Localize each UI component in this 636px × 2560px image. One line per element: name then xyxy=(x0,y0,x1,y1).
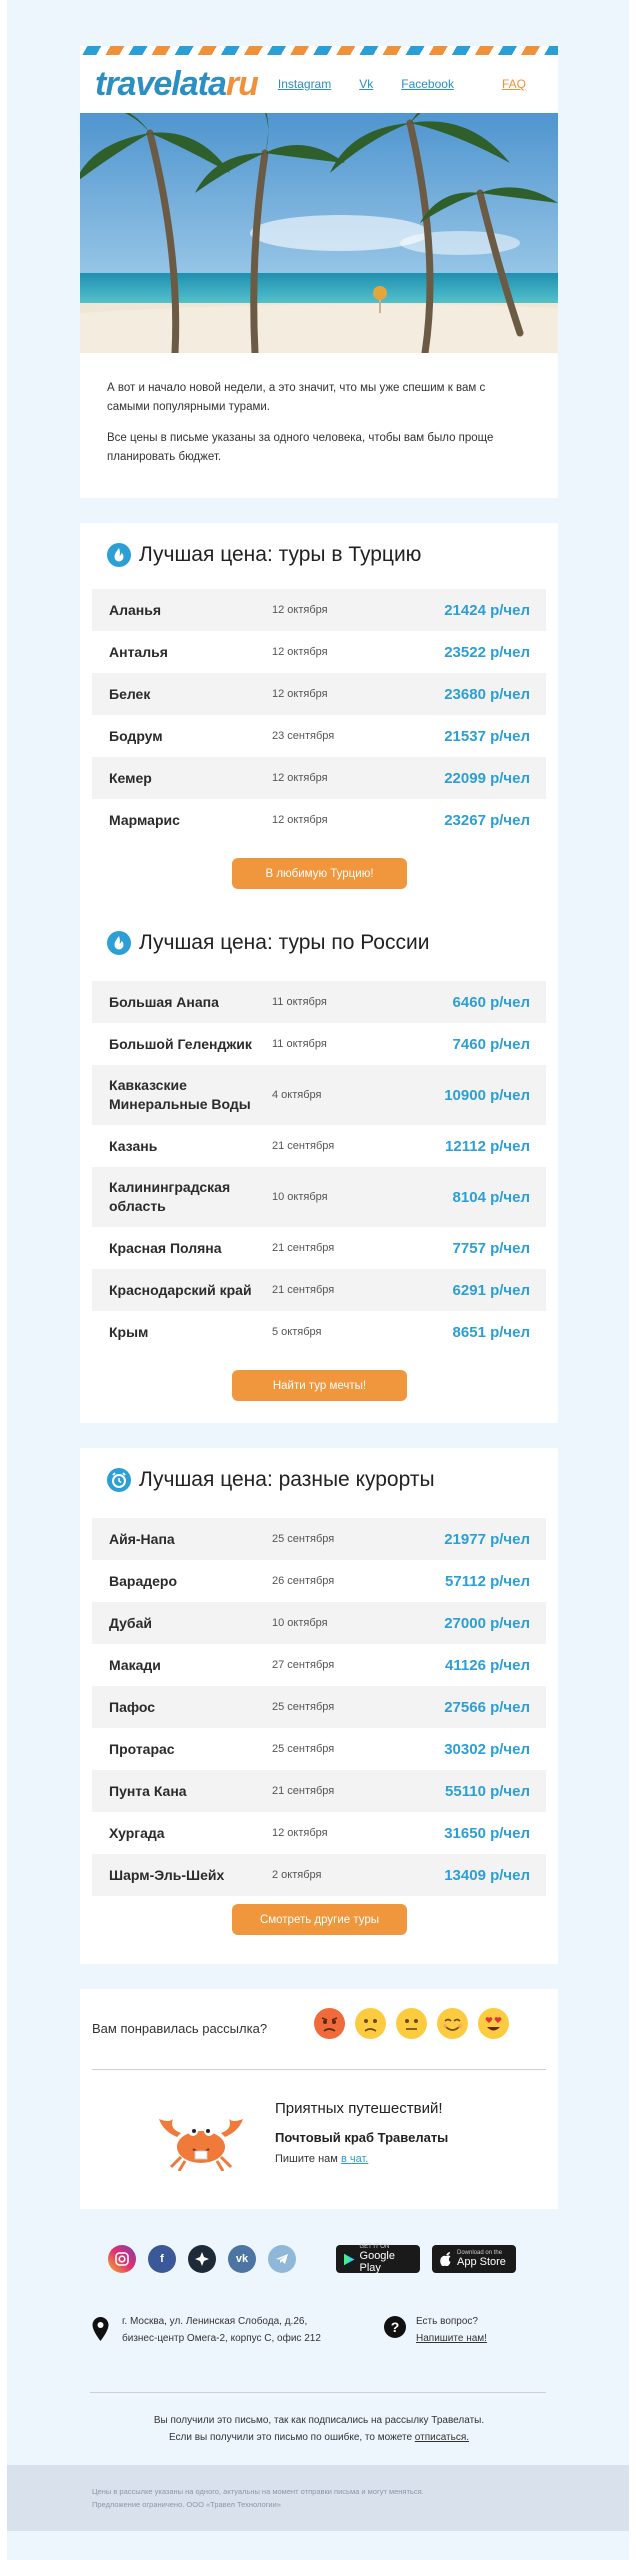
price-per-person: 57112 р/чел xyxy=(445,1572,530,1590)
departure-date: 5 октября xyxy=(272,1326,322,1338)
destination-name: Варадеро xyxy=(109,1572,178,1589)
cta-button-turkey[interactable]: В любимую Турцию! xyxy=(232,858,407,889)
price-row[interactable] xyxy=(92,757,546,799)
price-per-person: 27566 р/чел xyxy=(444,1698,530,1716)
price-row[interactable] xyxy=(92,981,546,1023)
destination-name: Протарас xyxy=(109,1740,175,1757)
price-per-person: 6460 р/чел xyxy=(452,993,530,1011)
departure-date: 12 октября xyxy=(272,646,328,658)
departure-date: 25 сентября xyxy=(272,1701,335,1713)
vk-icon[interactable]: vk xyxy=(228,2245,256,2273)
travelata-logo[interactable]: travelataru xyxy=(95,64,258,103)
price-per-person: 21424 р/чел xyxy=(444,601,530,619)
departure-date: 21 сентября xyxy=(272,1785,335,1797)
google-play-button[interactable]: GET IT ON Google Play xyxy=(336,2245,420,2273)
rating-block xyxy=(80,1989,558,2209)
price-per-person: 27000 р/чел xyxy=(444,1614,530,1632)
departure-date: 26 сентября xyxy=(272,1575,335,1587)
price-row[interactable] xyxy=(92,1065,546,1125)
price-row[interactable] xyxy=(92,1311,546,1353)
price-row[interactable] xyxy=(92,1854,546,1896)
destination-name: Белек xyxy=(109,685,151,702)
price-row[interactable] xyxy=(92,799,546,841)
departure-date: 21 сентября xyxy=(272,1140,335,1152)
price-row[interactable] xyxy=(92,589,546,631)
destination-name: Дубай xyxy=(109,1614,152,1631)
intro-paragraph-1: А вот и начало новой недели, а это значит, что мы уже спешим к вам с самыми популярными турами. xyxy=(107,382,486,413)
price-row[interactable] xyxy=(92,1602,546,1644)
price-per-person: 8651 р/чел xyxy=(452,1323,530,1341)
unsubscribe-block: Вы получили это письмо, так как подписались на рассылку Травелаты. Если вы получили это письмо по ошибке, то можете отписаться. xyxy=(153,2415,485,2443)
destination-name: Красная Поляна xyxy=(109,1239,222,1256)
legal-line-1: Цены в рассылке указаны на одного, актуальны на момент отправки письма и могут меняться. xyxy=(92,2487,424,2496)
departure-date: 10 октября xyxy=(272,1191,328,1203)
nav-link-instagram[interactable]: Instagram xyxy=(277,77,332,91)
heart-eyes-face-icon[interactable] xyxy=(478,2008,509,2039)
departure-date: 11 октября xyxy=(272,1038,327,1050)
price-row[interactable] xyxy=(92,1518,546,1560)
destination-name: Мармарис xyxy=(109,811,180,828)
price-per-person: 23522 р/чел xyxy=(444,643,530,661)
price-row[interactable] xyxy=(92,1644,546,1686)
destination-name: Калининградская область xyxy=(109,1179,231,1214)
destination-name: Большой Геленджик xyxy=(109,1035,252,1052)
crab-mascot-icon xyxy=(155,2107,247,2171)
price-row[interactable] xyxy=(92,631,546,673)
price-per-person: 23680 р/чел xyxy=(444,685,530,703)
price-per-person: 8104 р/чел xyxy=(452,1188,530,1206)
destination-name: Хургада xyxy=(109,1824,165,1841)
question-bubble-icon: ? xyxy=(384,2316,406,2338)
price-row[interactable] xyxy=(92,673,546,715)
price-row[interactable] xyxy=(92,1812,546,1854)
departure-date: 25 сентября xyxy=(272,1533,335,1545)
price-row[interactable] xyxy=(92,1023,546,1065)
destination-name: Пафос xyxy=(109,1698,156,1715)
departure-date: 27 сентября xyxy=(272,1659,335,1671)
departure-date: 4 октября xyxy=(272,1089,322,1101)
destination-name: Кавказские Минеральные Воды xyxy=(109,1077,251,1112)
destination-name: Крым xyxy=(109,1323,149,1340)
departure-date: 12 октября xyxy=(272,604,328,616)
price-row[interactable] xyxy=(92,1728,546,1770)
chat-link[interactable]: в чат. xyxy=(340,2153,369,2165)
section-title-various: Лучшая цена: разные курорты xyxy=(107,1468,435,1492)
price-row[interactable] xyxy=(92,715,546,757)
price-per-person: 7757 р/чел xyxy=(452,1239,530,1257)
price-per-person: 21537 р/чел xyxy=(444,727,530,745)
price-per-person: 7460 р/чел xyxy=(452,1035,530,1053)
destination-name: Большая Анапа xyxy=(109,993,219,1010)
destination-name: Кемер xyxy=(109,769,152,786)
destination-name: Макади xyxy=(109,1656,161,1673)
price-per-person: 10900 р/чел xyxy=(444,1086,530,1104)
rating-question: Вам понравилась рассылка? xyxy=(92,2021,268,2036)
price-row[interactable] xyxy=(92,1269,546,1311)
instagram-icon[interactable] xyxy=(108,2245,136,2273)
price-per-person: 12112 р/чел xyxy=(445,1137,530,1155)
departure-date: 21 сентября xyxy=(272,1242,335,1254)
flame-icon xyxy=(107,931,131,955)
destination-name: Краснодарский край xyxy=(109,1281,252,1298)
footer-divider xyxy=(90,2392,546,2393)
unsubscribe-link[interactable]: отписаться. xyxy=(414,2432,470,2443)
price-row[interactable] xyxy=(92,1686,546,1728)
destination-name: Казань xyxy=(109,1137,158,1154)
destination-name: Бодрум xyxy=(109,727,163,744)
price-per-person: 30302 р/чел xyxy=(444,1740,530,1758)
price-row[interactable] xyxy=(92,1125,546,1167)
destination-name: Шарм-Эль-Шейх xyxy=(109,1866,225,1883)
nav-link-facebook[interactable]: Facebook xyxy=(401,77,454,91)
departure-date: 12 октября xyxy=(272,688,328,700)
departure-date: 10 октября xyxy=(272,1617,328,1629)
price-per-person: 6291 р/чел xyxy=(452,1281,530,1299)
section-title-turkey: Лучшая цена: туры в Турцию xyxy=(107,543,421,567)
write-us-line: Пишите нам в чат. xyxy=(275,2153,369,2165)
legal-footer xyxy=(7,2465,629,2531)
legal-line-2: Предложение ограничено. ООО «Травел Технологии» xyxy=(92,2500,281,2509)
odnoklassniki-icon[interactable] xyxy=(188,2245,216,2273)
price-per-person: 41126 р/чел xyxy=(445,1656,530,1674)
card-various-resorts xyxy=(80,1448,558,1964)
price-per-person: 31650 р/чел xyxy=(444,1824,530,1842)
price-per-person: 13409 р/чел xyxy=(444,1866,530,1884)
hero-beach-image xyxy=(80,113,558,353)
price-per-person: 21977 р/чел xyxy=(444,1530,530,1548)
neutral-face-icon[interactable] xyxy=(396,2008,427,2039)
departure-date: 23 сентября xyxy=(272,730,335,742)
destination-name: Пунта Кана xyxy=(109,1782,187,1799)
price-row[interactable] xyxy=(92,1167,546,1227)
facebook-icon[interactable]: f xyxy=(148,2245,176,2273)
price-row[interactable] xyxy=(92,1770,546,1812)
map-pin-icon xyxy=(92,2317,109,2341)
sad-face-icon[interactable] xyxy=(355,2008,386,2039)
greeting-text: Приятных путешествий! xyxy=(275,2100,443,2117)
write-us-link[interactable]: Напишите нам! xyxy=(416,2333,487,2344)
destination-name: Аланья xyxy=(109,601,162,618)
nav-link-vk[interactable]: Vk xyxy=(359,77,374,91)
email-header xyxy=(80,55,558,113)
rating-smiles xyxy=(314,2008,519,2039)
social-row xyxy=(108,2245,516,2273)
section-title-russia: Лучшая цена: туры по России xyxy=(107,931,429,955)
nav-link-faq[interactable]: FAQ xyxy=(501,77,526,91)
header-nav xyxy=(278,77,554,91)
intro-block xyxy=(80,353,558,498)
departure-date: 12 октября xyxy=(272,772,328,784)
airmail-stripe xyxy=(80,46,558,55)
price-per-person: 55110 р/чел xyxy=(445,1782,530,1800)
angry-face-icon[interactable] xyxy=(314,2008,345,2039)
destination-name: Анталья xyxy=(109,643,168,660)
flame-icon xyxy=(107,543,131,567)
intro-paragraph-2: Все цены в письме указаны за одного человека, чтобы вам было проще планировать бюджет. xyxy=(107,432,494,463)
cta-button-russia[interactable]: Найти тур мечты! xyxy=(232,1370,407,1401)
price-row[interactable] xyxy=(92,1227,546,1269)
price-per-person: 22099 р/чел xyxy=(444,769,530,787)
cta-button-various[interactable]: Смотреть другие туры xyxy=(232,1904,407,1935)
rating-divider xyxy=(92,2069,546,2070)
price-per-person: 23267 р/чел xyxy=(444,811,530,829)
departure-date: 21 сентября xyxy=(272,1284,335,1296)
departure-date: 12 октября xyxy=(272,1827,328,1839)
telegram-icon[interactable] xyxy=(268,2245,296,2273)
smiling-face-icon[interactable] xyxy=(437,2008,468,2039)
departure-date: 11 октября xyxy=(272,996,327,1008)
alarm-clock-icon xyxy=(107,1468,131,1492)
signature-text: Почтовый краб Травелаты xyxy=(275,2130,449,2145)
app-store-button[interactable]: Download on the App Store xyxy=(432,2245,516,2273)
destination-name: Айя-Напа xyxy=(109,1530,175,1547)
departure-date: 2 октября xyxy=(272,1869,322,1881)
card-turkey-russia xyxy=(80,523,558,1423)
departure-date: 25 сентября xyxy=(272,1743,335,1755)
departure-date: 12 октября xyxy=(272,814,328,826)
price-row[interactable] xyxy=(92,1560,546,1602)
office-address: г. Москва, ул. Ленинская Слобода, д.26, бизнес-центр Омега-2, корпус С, офис 212 xyxy=(122,2316,321,2344)
help-block: Есть вопрос? Напишите нам! xyxy=(416,2313,487,2347)
